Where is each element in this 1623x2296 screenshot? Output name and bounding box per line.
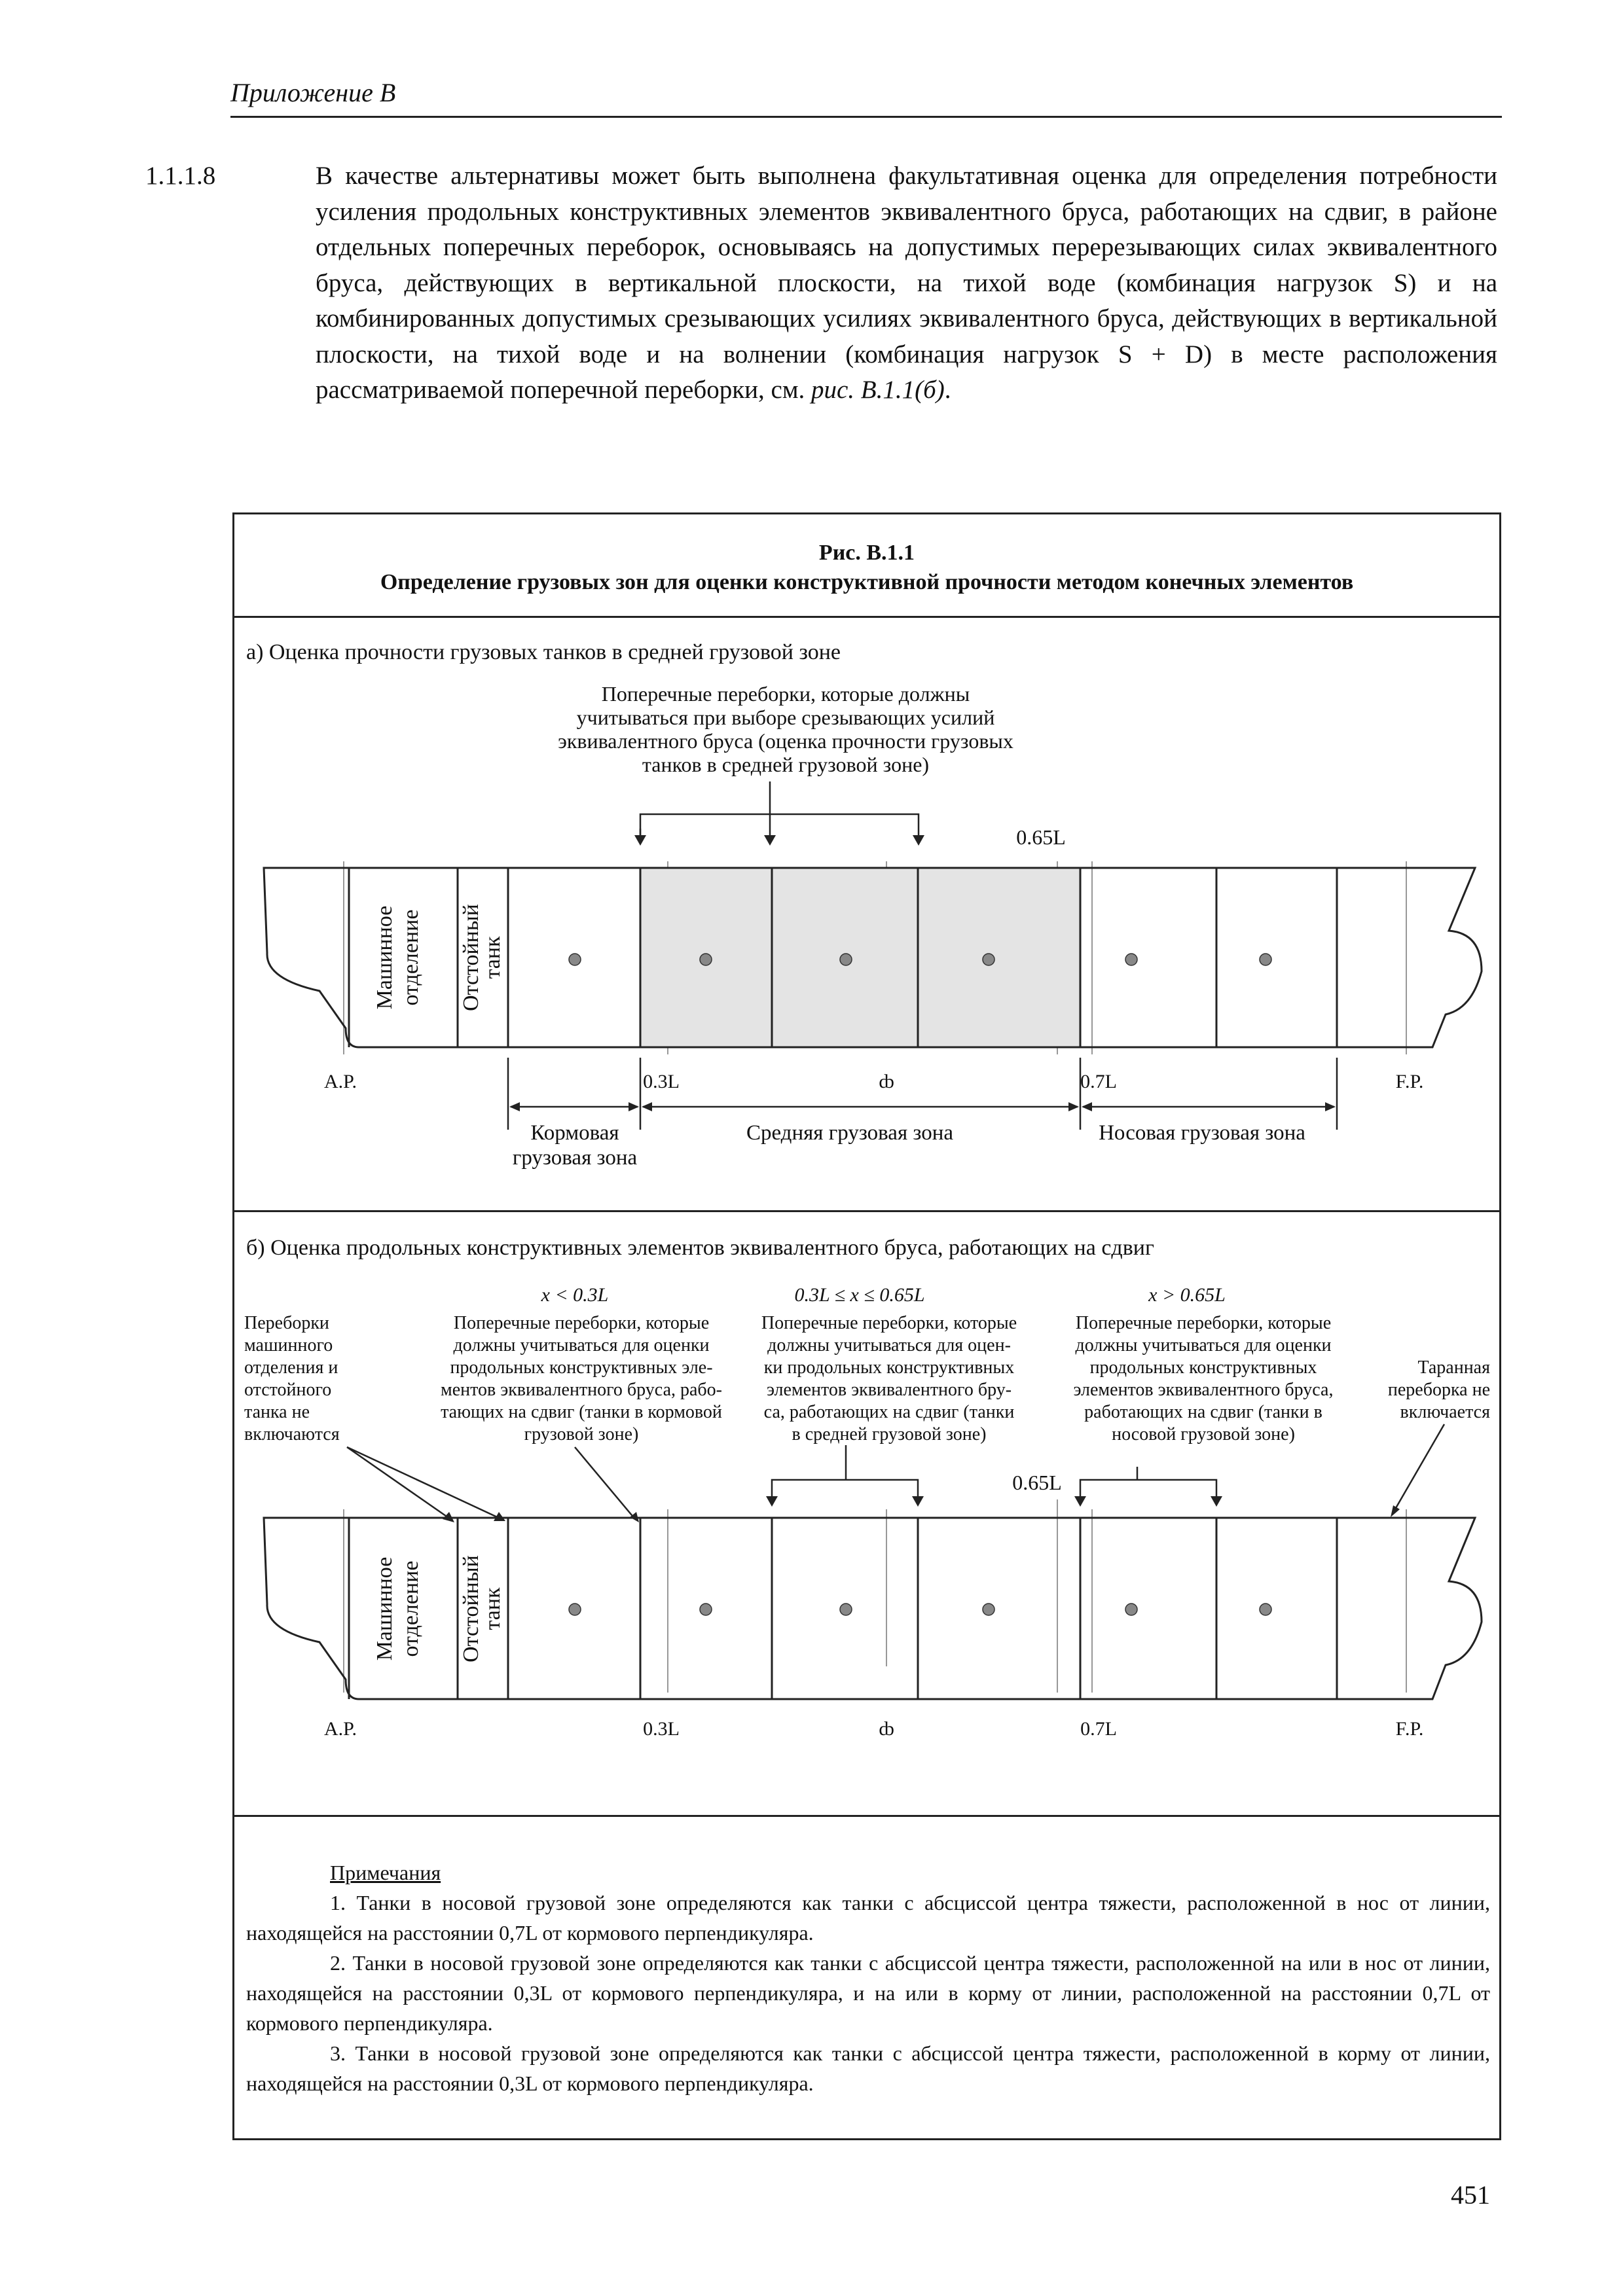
section-divider-2 <box>234 1815 1499 1817</box>
text3-line-5: работающих на сдвиг (танки в <box>1084 1402 1322 1422</box>
collision-line-1: Таранная <box>1417 1357 1490 1378</box>
zone-aft-line-1: Кормовая <box>530 1121 619 1145</box>
notes-heading: Примечания <box>330 1861 441 1884</box>
label-065: 0.65L <box>1016 825 1066 849</box>
text1-line-2: должны учитываться для оценки <box>453 1335 710 1355</box>
excluded-left-4: отстойного <box>244 1380 332 1400</box>
figure-reference: рис. В.1.1(б) <box>811 376 945 404</box>
running-header: Приложение В <box>230 78 396 107</box>
paragraph-1-1-1-8 <box>145 158 1497 408</box>
ap-label-b: A.P. <box>323 1718 357 1740</box>
text2-line-3: ки продольных конструктивных <box>763 1357 1015 1378</box>
excluded-left-6: включаются <box>244 1424 340 1444</box>
text2-line-2: должны учитываться для оцен- <box>767 1335 1011 1355</box>
label-03: 0.3L <box>643 1071 680 1092</box>
text3-line-1: Поперечные переборки, которые <box>1075 1313 1332 1333</box>
label-03-b: 0.3L <box>643 1718 680 1740</box>
paragraph-body: В качестве альтернативы может быть выполнена факультативная оценка для определения потребности усиления продольных конструктивных элементов эквивалентного бруса, работающих на сдвиг, в районе отдельных поперечных переборок, основываясь на допустимых перерезывающих силах эквивалентного бруса, действующих в вертикальной плоскости, на тихой воде (комбинация нагрузок S) и на комбинированных допустимых срезывающих усилиях эквивалентного бруса, действующих в вертикальной плоскости, на тихой воде и на волнении (комбинация нагрузок S + D) в месте расположения рассматриваемой поперечной переборки, см. <box>316 162 1497 404</box>
section-a-diagram <box>234 672 1499 1241</box>
label-07-b: 0.7L <box>1080 1718 1117 1740</box>
settling-tank-label-b-1: Отстойный <box>459 1555 483 1662</box>
figure-label: Рис. В.1.1 <box>818 541 915 565</box>
text3-line-4: элементов эквивалентного бруса, <box>1073 1380 1334 1400</box>
paragraph-tail: . <box>944 376 951 404</box>
section-divider-1 <box>234 1210 1499 1212</box>
text2-line-4: элементов эквивалентного бру- <box>766 1380 1012 1400</box>
engine-room-label-2: отделение <box>399 909 423 1006</box>
condition-3: x > 0.65L <box>1148 1284 1226 1306</box>
notes-block <box>246 1857 1490 2098</box>
condition-2: 0.3L ≤ x ≤ 0.65L <box>794 1284 925 1306</box>
page-number: 451 <box>1451 2180 1490 2210</box>
section-a-label: а) Оценка прочности грузовых танков в средней грузовой зоне <box>246 640 841 664</box>
note-1: 1. Танки в носовой грузовой зоне определяются как танки с абсциссой центра тяжести, расположенной в нос от линии, находящейся на расстоянии 0,7L от кормового перпендикуляра. <box>246 1891 1490 1945</box>
condition-1: x < 0.3L <box>541 1284 609 1306</box>
engine-room-label-b-2: отделение <box>399 1560 423 1657</box>
settling-tank-label-b-2: танк <box>481 1587 505 1630</box>
figure-box <box>232 512 1501 2140</box>
excluded-left-3: отделения и <box>244 1357 338 1378</box>
paragraph-text <box>145 158 1497 408</box>
text3-line-2: должны учитываться для оценки <box>1075 1335 1332 1355</box>
header-rule <box>230 116 1502 118</box>
midship-symbol: ȸ <box>879 1071 894 1092</box>
settling-tank-label-1: Отстойный <box>459 904 483 1011</box>
settling-tank-label-2: танк <box>481 936 505 979</box>
text3-line-6: носовой грузовой зоне) <box>1112 1424 1295 1444</box>
excluded-left-5: танка не <box>244 1402 310 1422</box>
ap-label: A.P. <box>323 1071 357 1092</box>
zone-aft-line-2: грузовая зона <box>512 1146 638 1170</box>
text1-line-3: продольных конструктивных эле- <box>450 1357 713 1378</box>
callout-line-3: эквивалентного бруса (оценка прочности грузовых <box>558 729 1013 753</box>
figure-title-block <box>234 514 1499 618</box>
section-b-label: б) Оценка продольных конструктивных элементов эквивалентного бруса, работающих на сдвиг <box>246 1236 1154 1260</box>
engine-room-label-b-1: Машинное <box>373 1556 397 1661</box>
callout-line-4: танков в средней грузовой зоне) <box>642 753 930 776</box>
label-065-b: 0.65L <box>1012 1471 1062 1494</box>
excluded-left-1: Переборки <box>244 1313 329 1333</box>
note-3: 3. Танки в носовой грузовой зоне определяются как танки с абсциссой центра тяжести, расположенной в корму от линии, находящейся на расстоянии 0,3L от кормового перпендикуляра. <box>246 2041 1490 2095</box>
note-2: 2. Танки в носовой грузовой зоне определяются как танки с абсциссой центра тяжести, расположенной на или в нос от линии, находящейся на расстоянии 0,3L от кормового перпендикуляра, и на или в корму от линии, расположенной на расстоянии 0,7L от кормового перпендикуляра. <box>246 1951 1490 2035</box>
text2-line-1: Поперечные переборки, которые <box>761 1313 1017 1333</box>
callout-line-2: учитываться при выборе срезывающих усилий <box>576 706 995 729</box>
fp-label-b: F.P. <box>1395 1718 1424 1740</box>
text1-line-4: ментов эквивалентного бруса, рабо- <box>440 1380 723 1400</box>
text3-line-3: продольных конструктивных <box>1089 1357 1317 1378</box>
section-b-diagram <box>234 1274 1499 1791</box>
paragraph-number: 1.1.1.8 <box>145 162 216 190</box>
midship-symbol-b: ȸ <box>879 1718 894 1740</box>
collision-line-2: переборка не <box>1387 1380 1490 1400</box>
excluded-left-2: машинного <box>244 1335 333 1355</box>
fp-label: F.P. <box>1395 1071 1424 1092</box>
figure-title: Определение грузовых зон для оценки конструктивной прочности методом конечных элементов <box>380 570 1354 594</box>
text2-line-6: в средней грузовой зоне) <box>792 1424 987 1444</box>
label-07: 0.7L <box>1080 1071 1117 1092</box>
callout-line-1: Поперечные переборки, которые должны <box>601 682 970 706</box>
zone-fwd: Носовая грузовая зона <box>1099 1121 1305 1145</box>
text2-line-5: са, работающих на сдвиг (танки <box>763 1402 1015 1422</box>
text1-line-5: тающих на сдвиг (танки в кормовой <box>441 1402 722 1422</box>
text1-line-6: грузовой зоне) <box>524 1424 639 1444</box>
engine-room-label-1: Машинное <box>373 905 397 1010</box>
collision-line-3: включается <box>1400 1402 1490 1422</box>
text1-line-1: Поперечные переборки, которые <box>453 1313 710 1333</box>
zone-mid: Средняя грузовая зона <box>746 1121 954 1145</box>
